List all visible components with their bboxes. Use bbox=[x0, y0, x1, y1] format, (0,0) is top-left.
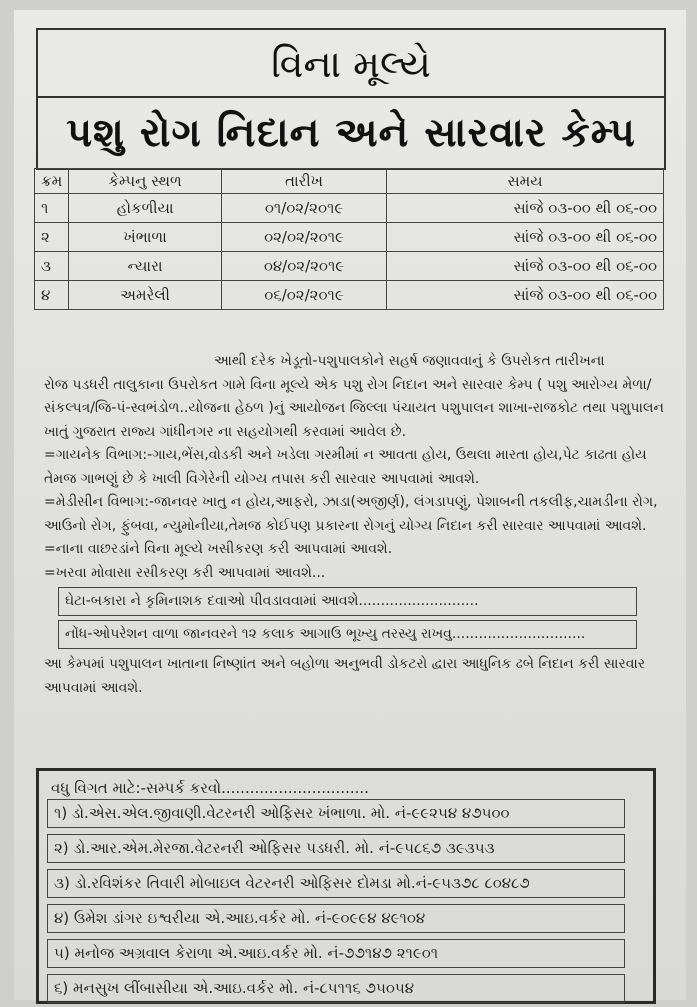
row-time: સાંજે ૦૩-૦૦ થી ૦૬-૦૦ bbox=[387, 223, 664, 252]
vaccination-note: =ખરવા મોવાસા રસીકરણ કરી આપવામાં આવશે... bbox=[44, 564, 326, 581]
closing-paragraph: આ કેમ્પમાં પશુપાલન ખાતાના નિષ્ણાંત અને બહોળા અનુભવી ડોકટરો દ્વારા આધુનિક ઢબે નિદાન કરી સારવાર આપવામાં આવશે. bbox=[44, 656, 646, 696]
intro-line-1: આથી દરેક ખેડૂતો-પશુપાલકોને સહર્ષ જણાવવાનું કે ઉપરોકત તારીખના bbox=[214, 353, 605, 369]
document-sheet bbox=[14, 10, 686, 1000]
schedule-table bbox=[34, 168, 664, 310]
col-date: તારીખ bbox=[221, 169, 386, 194]
row-place: ન્યારા bbox=[69, 252, 222, 281]
contact-item: ૩) ડો.રવિશંકર તિવારી મોબાઇલ વેટરનરી ઓફિસર દોમડા મો.નં-૯૫૩૭૮ ૮૦૪૮૭ bbox=[47, 869, 625, 898]
contact-item: ૧) ડો.એસ.એલ.જીવાણી.વેટરનરી ઓફિસર ખંભાળા. મો. નં-૯૯૨૫૪ ૪૭૫૦૦ bbox=[47, 799, 625, 828]
row-date: ૦૪/૦૨/૨૦૧૯ bbox=[221, 252, 386, 281]
col-time: સમય bbox=[387, 169, 664, 194]
table-row bbox=[35, 252, 664, 281]
row-place: હોકળીયા bbox=[69, 194, 222, 223]
contact-item: ૨) ડો.આર.એમ.મેરજા.વેટરનરી ઓફિસર પડધરી. મો. નં-૯૫૮૬૭ ૩૯૩૫૩ bbox=[47, 834, 625, 863]
contact-item: ૪) ઉમેશ ડાંગર ઇશ્વરીયા એ.આઇ.વર્કર મો. નં-૯૦૯૯૪ ૪૯૧૦૪ bbox=[47, 904, 625, 933]
row-time: સાંજે ૦૩-૦૦ થી ૦૬-૦૦ bbox=[387, 281, 664, 310]
contact-item: ૬) મનસુખ લીંબાસીયા એ.આઇ.વર્કર મો. નં-૮૫૧૧૬ ૭૫૦૫૪ bbox=[47, 974, 625, 1003]
row-place: અમરેલી bbox=[69, 281, 222, 310]
medicine-section: =મેડીસીન વિભાગ:-જાનવર ખાતુ ન હોય,આફરો, ઝાડા(અજીર્ણ), લંગડાપણું, પેશાબની તકલીફ,ચામડીના રોગ, આઉનો રોગ, ફુંબવા, ન્યુમોનીયા,તેમજ કોઈપણ પ્રકારના રોગનું યોગ્ય નિદાન કરી સારવાર આપવામાં આવશે. bbox=[44, 494, 658, 534]
contact-box bbox=[36, 768, 656, 1004]
row-number: ૪ bbox=[35, 281, 69, 310]
operation-note-box: નોંધ-ઓપરેશન વાળા જાનવરને ૧૨ કલાક આગાઉ ભૂખ્યુ તરસ્યુ રાખવુ.............................. bbox=[58, 620, 637, 649]
row-place: ખંભાળા bbox=[69, 223, 222, 252]
contact-heading: વધુ વિગત માટે:-સમ્પર્ક કરવો............................... bbox=[51, 779, 369, 797]
row-number: ૨ bbox=[35, 223, 69, 252]
free-of-cost-title: વિના મૂલ્યે bbox=[36, 28, 666, 98]
gynaec-section: =ગાયનેક વિભાગ:-ગાય,ભેંસ,વોડકી અને ખડેલા ગરમીમાં ન આવતા હોય, ઉથલા મારતા હોય,પેટ કાઢતા હોય તેમજ ગાભણું છે કે ખાલી વિગેરેની યોગ્ય તપાસ કરી સારવાર આપવામાં આવશે. bbox=[44, 447, 647, 487]
table-row bbox=[35, 281, 664, 310]
castration-note: =નાના વાછરડાંને વિના મૂલ્યે ખસીકરણ કરી આપવામાં આવશે. bbox=[44, 541, 393, 557]
table-row bbox=[35, 194, 664, 223]
row-date: ૦૨/૦૨/૨૦૧૯ bbox=[221, 223, 386, 252]
camp-title: પશુ રોગ નિદાન અને સારવાર કેમ્પ bbox=[36, 96, 666, 170]
row-date: ૦૬/૦૨/૨૦૧૯ bbox=[221, 281, 386, 310]
announcement-body bbox=[44, 350, 664, 700]
col-number: ક્રમ bbox=[35, 169, 69, 194]
deworming-box: ઘેટા-બકારા ને કૃમિનાશક દવાઓ પીવડાવવામાં આવશે........................... bbox=[58, 587, 637, 616]
intro-paragraph: રોજ પડધરી તાલુકાના ઉપરોકત ગામે વિના મૂલ્યે એક પશુ રોગ નિદાન અને સારવાર કેમ્પ ( પશુ આરોગ્ય મેળા/સંકલ્પત્ર/જિ-પં-સ્વભંડોળ..યોજના હેઠળ )નું આયોજન જિલ્લા પંચાયત પશુપાલન શાખા-રાજકોટ તથા પશુપાલન ખાતું ગુજરાત રાજ્ય ગાંધીનગર ના સહયોગથી કરવામાં આવેલ છે. bbox=[44, 376, 664, 440]
table-header-row bbox=[35, 169, 664, 194]
table-row bbox=[35, 223, 664, 252]
row-time: સાંજે ૦૩-૦૦ થી ૦૬-૦૦ bbox=[387, 194, 664, 223]
row-time: સાંજે ૦૩-૦૦ થી ૦૬-૦૦ bbox=[387, 252, 664, 281]
row-number: ૩ bbox=[35, 252, 69, 281]
row-date: ૦૧/૦૨/૨૦૧૯ bbox=[221, 194, 386, 223]
col-place: કેમ્પનુ સ્થળ bbox=[69, 169, 222, 194]
contact-item: ૫) મનોજ અગ્રવાલ કેરાળા એ.આઇ.વર્કર મો. નં-૭૭૧૪૭ ૨૧૯૦૧ bbox=[47, 939, 625, 968]
row-number: ૧ bbox=[35, 194, 69, 223]
